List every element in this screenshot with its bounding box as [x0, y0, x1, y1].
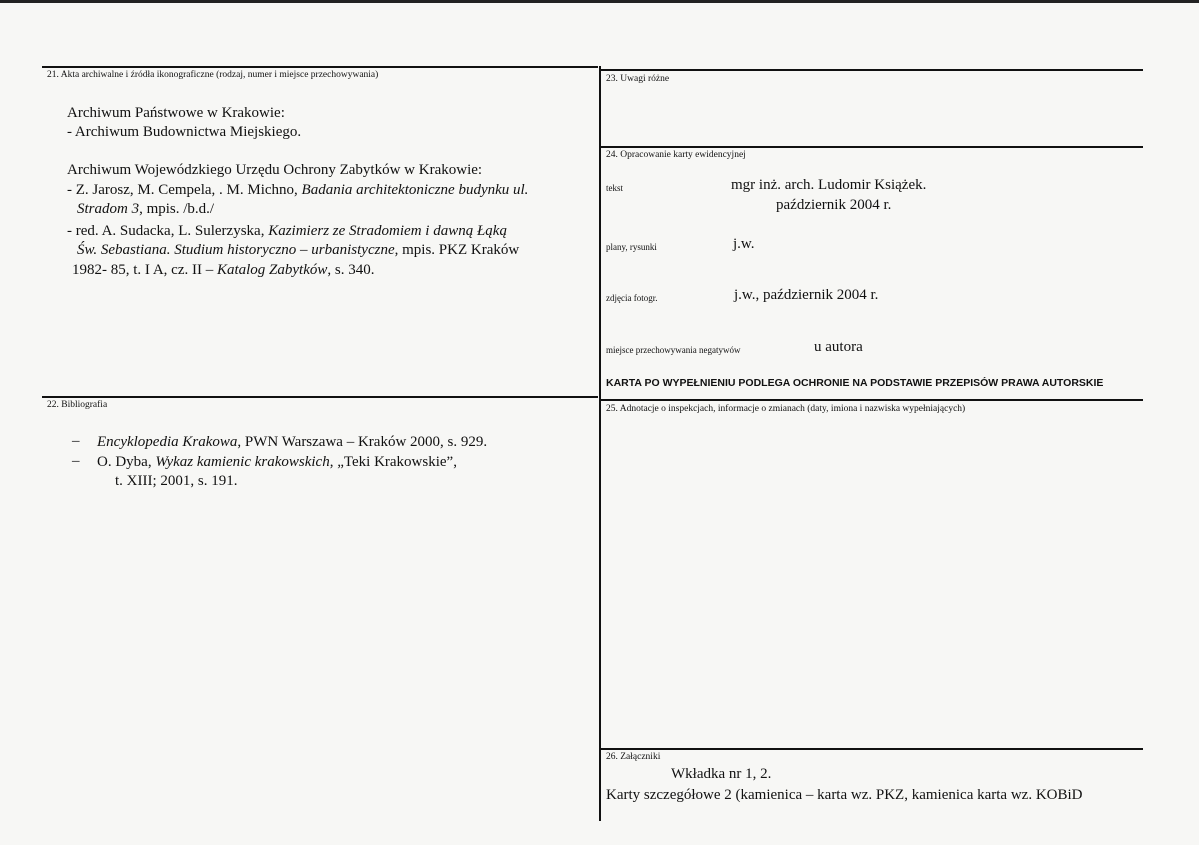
- attachment-line-2: Karty szczegółowe 2 (kamienica – karta wz. PKZ, kamienica karta wz. KOBiD: [606, 787, 1083, 803]
- archive2-title: Archiwum Wojewódzkiego Urzędu Ochrony Zabytków w Krakowie:: [67, 162, 483, 178]
- section-22-label: 22. Bibliografia: [47, 400, 108, 410]
- bib-2-author: O. Dyba,: [97, 454, 156, 470]
- tekst-label: tekst: [606, 183, 623, 193]
- bib-1-title: Encyklopedia Krakowa: [97, 434, 238, 450]
- entry-2-title-cont: Św. Sebastiana. Studium historyczno – urbanistyczne: [77, 242, 395, 258]
- bib-item-2-cont: t. XIII; 2001, s. 191.: [115, 473, 238, 489]
- section-23-label: 23. Uwagi różne: [606, 74, 670, 84]
- rule-s26-top: [601, 748, 1143, 750]
- archive2-entry-2: [67, 222, 507, 241]
- rule-top-right: [601, 69, 1143, 71]
- entry-2-authors: - red. A. Sudacka, L. Sulerzyska,: [67, 223, 269, 239]
- bib-2-title: Wykaz kamienic krakowskich: [155, 454, 330, 470]
- entry-1-authors: - Z. Jarosz, M. Cempela, . M. Michno,: [67, 182, 302, 198]
- entry-2-info: , mpis. PKZ Kraków: [394, 242, 520, 258]
- archive1-item: - Archiwum Budownictwa Miejskiego.: [67, 124, 302, 140]
- miejsce-value: u autora: [814, 339, 863, 355]
- attachment-line-1: Wkładka nr 1, 2.: [671, 766, 772, 782]
- entry-2-catalog: Katalog Zabytków: [216, 262, 328, 278]
- archive1-title: Archiwum Państwowe w Krakowie:: [67, 105, 285, 121]
- zdjecia-label: zdjęcia fotogr.: [606, 293, 658, 303]
- bib-1-info: , PWN Warszawa – Kraków 2000, s. 929.: [237, 434, 488, 450]
- section-25-label: 25. Adnotacje o inspekcjach, informacje o zmianach (daty, imiona i nazwiska wypełniających): [606, 404, 966, 414]
- bib-item-2: [97, 453, 457, 472]
- entry-1-title-cont: Stradom 3: [77, 201, 140, 217]
- rule-s24-top: [601, 146, 1143, 148]
- section-24-label: 24. Opracowanie karty ewidencyjnej: [606, 150, 746, 160]
- entry-1-title: Badania architektoniczne budynku ul.: [301, 182, 529, 198]
- bib-item-1: [97, 433, 487, 452]
- copyright-notice: KARTA PO WYPEŁNIENIU PODLEGA OCHRONIE NA PODSTAWIE PRZEPISÓW PRAWA AUTORSKIE: [606, 377, 1104, 389]
- archive2-entry-1-cont: [77, 200, 214, 219]
- tekst-value-author: mgr inż. arch. Ludomir Książek.: [731, 177, 927, 193]
- archive2-entry-1: [67, 181, 528, 200]
- bib-dash-2: –: [72, 453, 80, 469]
- archive2-entry-2-end: [72, 261, 374, 280]
- entry-1-info: , mpis. /b.d./: [139, 201, 215, 217]
- plany-label: plany, rysunki: [606, 242, 657, 252]
- rule-vertical-divider: [599, 66, 601, 821]
- section-26-label: 26. Załączniki: [606, 752, 661, 762]
- miejsce-label: miejsce przechowywania negatywów: [606, 345, 741, 355]
- entry-2-title: Kazimierz ze Stradomiem i dawną Łąką: [268, 223, 507, 239]
- tekst-value-date: październik 2004 r.: [776, 197, 892, 213]
- rule-top-left: [42, 66, 598, 68]
- rule-mid-left: [42, 396, 598, 398]
- archive2-entry-2-cont: [77, 241, 519, 260]
- bib-dash-1: –: [72, 433, 80, 449]
- scan-top-edge: [0, 0, 1199, 3]
- rule-s25-top: [601, 399, 1143, 401]
- bib-2-series: , „Teki Krakowskie”,: [329, 454, 457, 470]
- section-21-label: 21. Akta archiwalne i źródła ikonograficzne (rodzaj, numer i miejsce przechowywania): [47, 70, 379, 80]
- zdjecia-value: j.w., październik 2004 r.: [734, 287, 879, 303]
- entry-2-years: 1982- 85, t. I A, cz. II –: [72, 262, 217, 278]
- plany-value: j.w.: [733, 236, 755, 252]
- entry-2-page: , s. 340.: [327, 262, 375, 278]
